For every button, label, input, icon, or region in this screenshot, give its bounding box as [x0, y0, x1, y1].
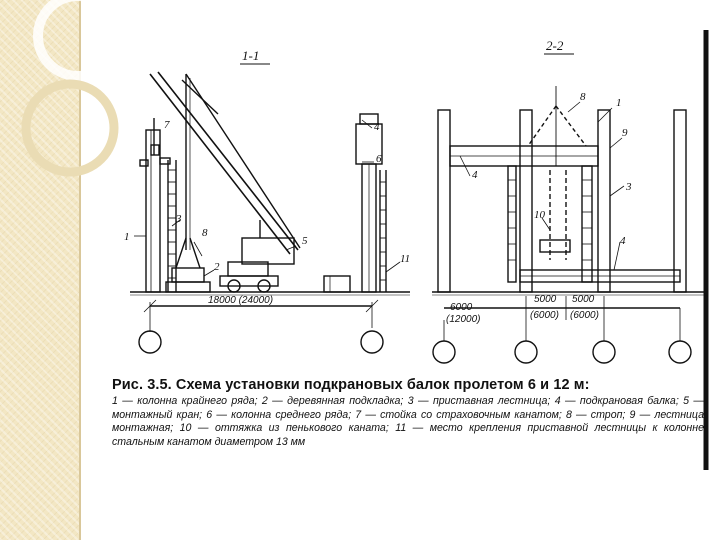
callout-6-left: 6	[376, 153, 382, 165]
caption-legend: 1 — колонна крайнего ряда; 2 — деревянная подкладка; 3 — приставная лестница; 4 — подкрановая балка; 5 — монтажный кран; 6 — колонна среднего ряда; 7 — стойка со страховочным канатом; 8 — строп; 9 — лестница монтажная; 10 — оттяжка из пенькового каната; 11 — место крепления приставной лестницы к колонне стальным канатом диаметром 13 мм	[112, 395, 704, 448]
dimension-left-span: 6000	[450, 302, 473, 313]
callout-10-right: 10	[534, 209, 545, 221]
callout-4-right-top: 4	[472, 169, 478, 181]
callout-1-left: 1	[124, 231, 130, 243]
callout-4-right-bottom: 4	[620, 235, 626, 247]
callout-8-left: 8	[202, 227, 208, 239]
dimension-span-left: 18000 (24000)	[208, 295, 274, 306]
callout-7-left: 7	[164, 119, 170, 131]
callout-2-left: 2	[214, 261, 220, 273]
ring-middle	[26, 84, 114, 172]
section-label-2-2: 2-2	[546, 38, 564, 53]
caption-title: Рис. 3.5. Схема установки подкрановых балок пролетом 6 и 12 м:	[112, 377, 590, 393]
callout-3-left: 3	[176, 213, 182, 225]
callout-3-right: 3	[626, 181, 632, 193]
ring-top	[38, 0, 118, 76]
dimension-mid-a: 5000	[534, 294, 557, 305]
callout-11-left: 11	[400, 253, 411, 265]
decorative-rings	[0, 0, 120, 540]
callout-8-right: 8	[580, 91, 586, 103]
section-label-1-1: 1-1	[242, 48, 260, 63]
dimension-mid-a-alt: (6000)	[530, 310, 559, 321]
figure-caption	[112, 376, 704, 449]
callout-4-left: 4	[374, 121, 380, 133]
dimension-mid-b-alt: (6000)	[570, 310, 599, 321]
callout-5-left: 5	[302, 235, 308, 247]
dimension-left-span-alt: (12000)	[446, 314, 481, 325]
dimension-mid-b: 5000	[572, 294, 595, 305]
callout-9-right: 9	[622, 127, 628, 139]
callout-1-right: 1	[616, 97, 622, 109]
